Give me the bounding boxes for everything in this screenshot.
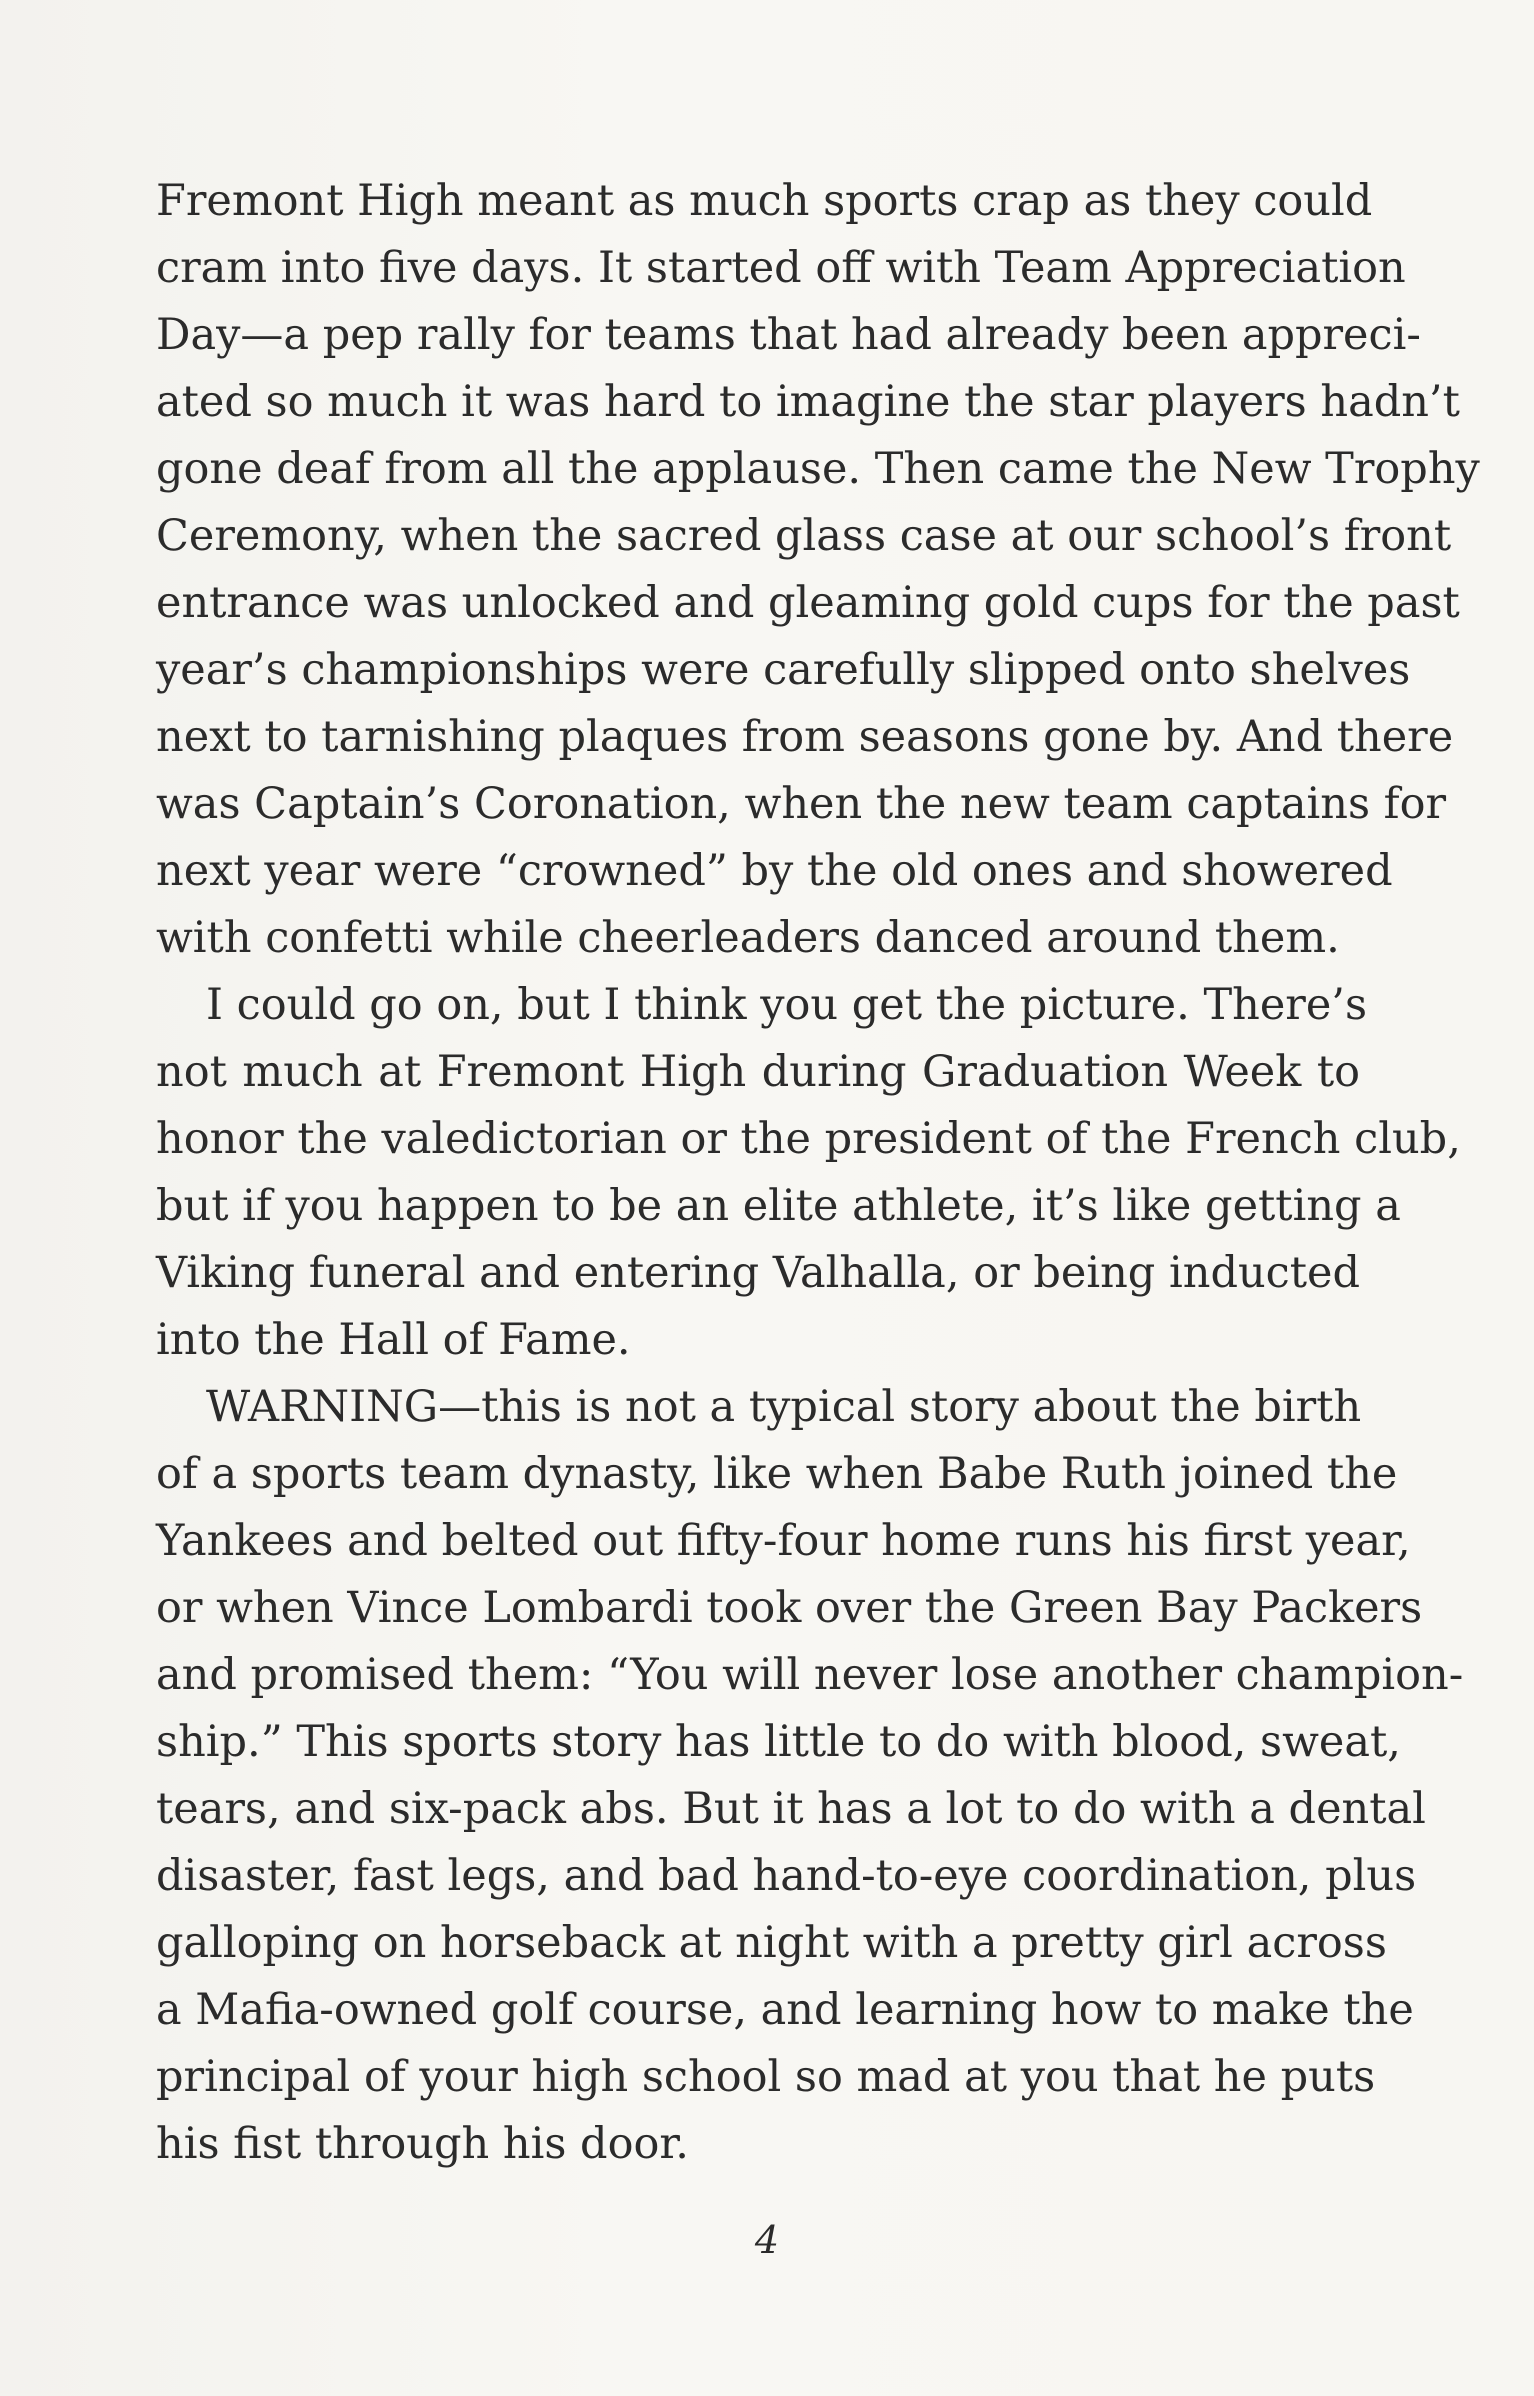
paragraph-1-line-10: was Captain’s Coronation, when the new team captains for xyxy=(156,779,1447,829)
paragraph-1-line-1: Fremont High meant as much sports crap as they could xyxy=(156,176,1373,226)
paragraph-3-line-12: his fist through his door. xyxy=(156,2119,689,2169)
paragraph-2-line-1: I could go on, but I think you get the picture. There’s xyxy=(206,980,1368,1030)
paragraph-3-line-7: tears, and six-pack abs. But it has a lot to do with a dental xyxy=(156,1784,1426,1834)
paragraph-1-line-3: Day—a pep rally for teams that had already been appreci- xyxy=(156,310,1421,360)
paragraph-1-line-5: gone deaf from all the applause. Then came the New Trophy xyxy=(156,444,1480,494)
paragraph-1-line-12: with confetti while cheerleaders danced around them. xyxy=(156,913,1340,963)
page-number: 4 xyxy=(754,2218,780,2262)
paragraph-2-line-2: not much at Fremont High during Graduation Week to xyxy=(156,1047,1360,1097)
paragraph-1-line-7: entrance was unlocked and gleaming gold cups for the past xyxy=(156,578,1460,628)
paragraph-3-line-8: disaster, fast legs, and bad hand-to-eye coordination, plus xyxy=(156,1851,1417,1901)
paragraph-3-line-5: and promised them: “You will never lose another champion- xyxy=(156,1650,1464,1700)
paragraph-2-line-6: into the Hall of Fame. xyxy=(156,1315,631,1365)
paragraph-1-line-9: next to tarnishing plaques from seasons gone by. And there xyxy=(156,712,1454,762)
paragraph-1-line-8: year’s championships were carefully slipped onto shelves xyxy=(156,645,1411,695)
paragraph-3-line-1: WARNING—this is not a typical story about the birth xyxy=(206,1382,1362,1432)
paragraph-2-line-5: Viking funeral and entering Valhalla, or being inducted xyxy=(156,1248,1360,1298)
paragraph-3-line-3: Yankees and belted out fifty-four home runs his first year, xyxy=(156,1516,1411,1566)
paragraph-2-line-4: but if you happen to be an elite athlete, it’s like getting a xyxy=(156,1181,1401,1231)
body-text xyxy=(156,168,1480,2178)
paragraph-3-line-6: ship.” This sports story has little to do with blood, sweat, xyxy=(156,1717,1401,1767)
paragraph-3-line-10: a Mafia-owned golf course, and learning how to make the xyxy=(156,1985,1414,2035)
paragraph-1-line-11: next year were “crowned” by the old ones and showered xyxy=(156,846,1393,896)
paragraph-3-line-9: galloping on horseback at night with a pretty girl across xyxy=(156,1918,1387,1968)
paragraph-2-line-3: honor the valedictorian or the president of the French club, xyxy=(156,1114,1461,1164)
paragraph-1-line-6: Ceremony, when the sacred glass case at our school’s front xyxy=(156,511,1452,561)
paragraph-3-line-11: principal of your high school so mad at you that he puts xyxy=(156,2052,1376,2102)
paragraph-3-line-4: or when Vince Lombardi took over the Green Bay Packers xyxy=(156,1583,1423,1633)
paragraph-3-line-2: of a sports team dynasty, like when Babe Ruth joined the xyxy=(156,1449,1398,1499)
paragraph-1-line-2: cram into five days. It started off with Team Appreciation xyxy=(156,243,1406,293)
paragraph-1-line-4: ated so much it was hard to imagine the star players hadn’t xyxy=(156,377,1460,427)
